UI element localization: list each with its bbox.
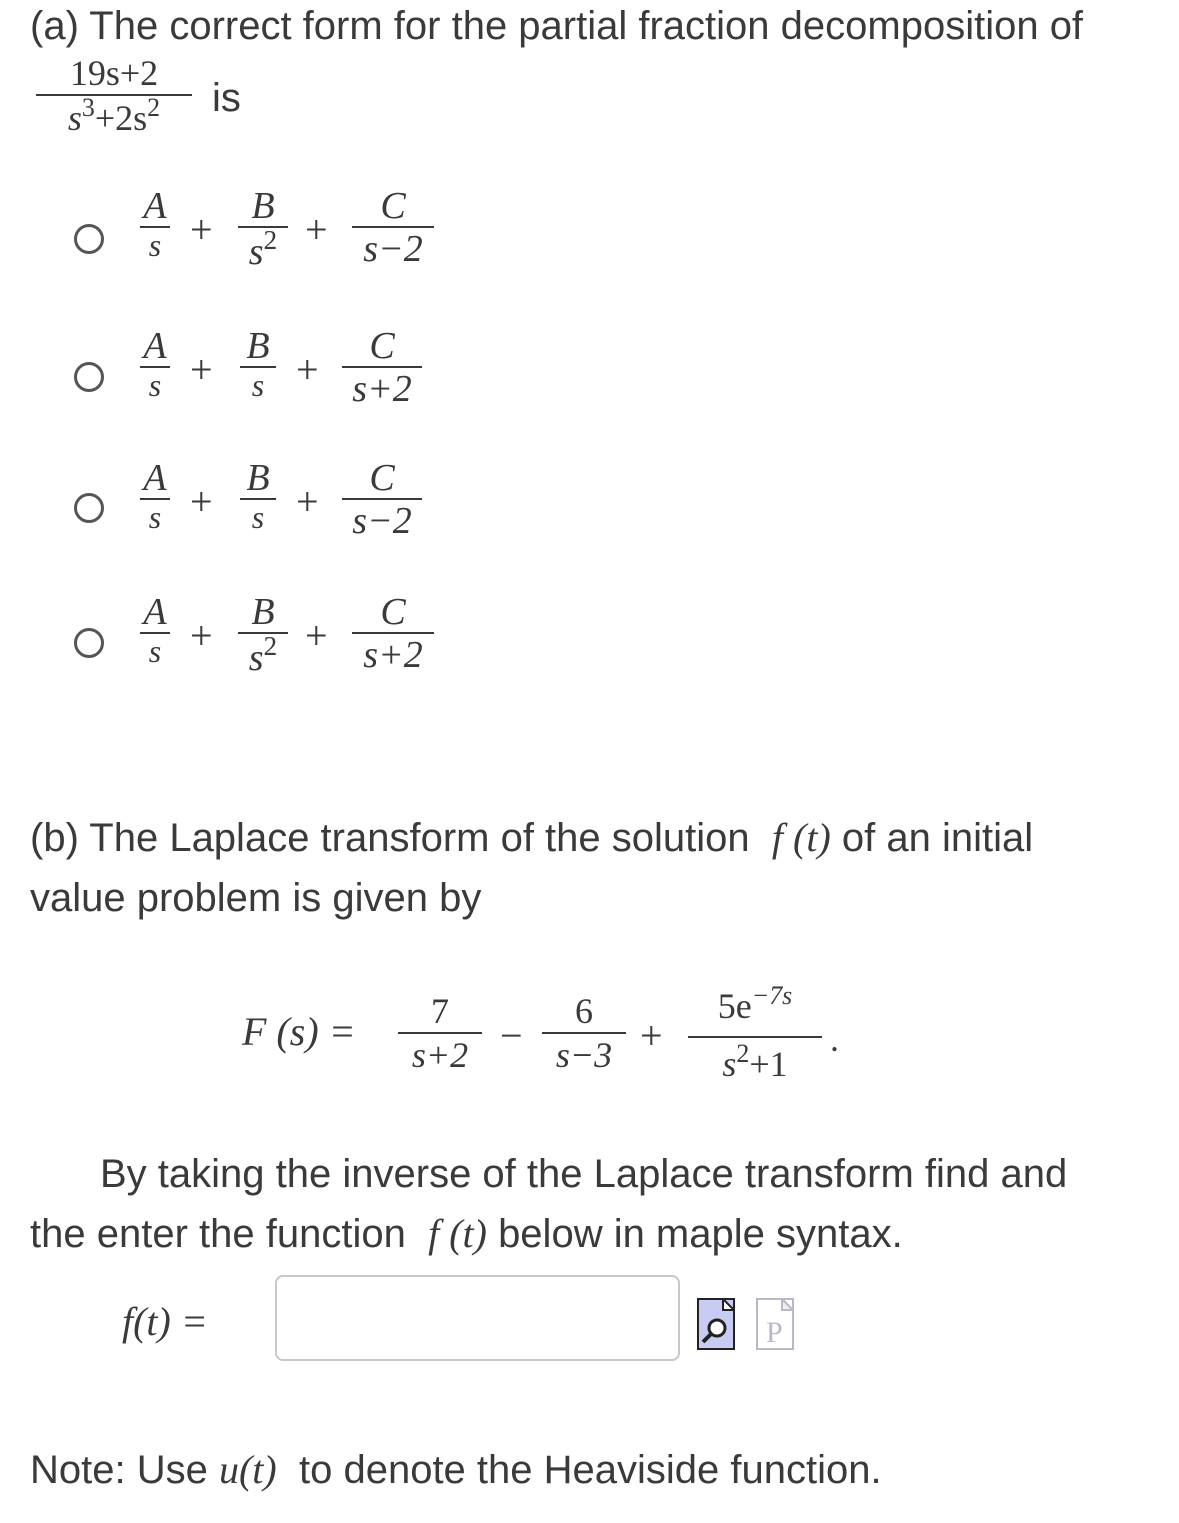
term-2: 6 s−3 bbox=[542, 990, 626, 1076]
note: Note: Use u(t) to denote the Heaviside function. bbox=[30, 1447, 882, 1492]
option-2-term-a: A s bbox=[140, 326, 170, 402]
paste-icon[interactable] bbox=[756, 1298, 794, 1350]
term-1: 7 s+2 bbox=[398, 990, 482, 1076]
answer-input[interactable] bbox=[275, 1275, 680, 1361]
option-4-term-c: C s+2 bbox=[352, 592, 434, 676]
option-2-radio[interactable] bbox=[74, 362, 104, 392]
option-4-plus-1: + bbox=[190, 613, 213, 658]
option-4-radio[interactable] bbox=[74, 628, 104, 658]
option-2-plus-1: + bbox=[190, 347, 213, 392]
option-3-term-b: B s bbox=[240, 458, 276, 534]
option-1-plus-2: + bbox=[305, 207, 328, 252]
plus-sign: + bbox=[640, 1013, 663, 1058]
given-fraction-denominator: $s^3+2s^2$ bbox=[67, 92, 161, 138]
given-fraction bbox=[36, 52, 192, 144]
part-a-prompt: (a) The correct form for the partial fraction decomposition of bbox=[30, 4, 1084, 48]
minus-sign: − bbox=[500, 1013, 523, 1058]
option-1-plus-1: + bbox=[190, 207, 213, 252]
option-2-term-c: C s+2 bbox=[342, 326, 422, 410]
option-1-term-c: C s−2 bbox=[352, 186, 434, 270]
option-1-term-b: B $s^2$ bbox=[238, 186, 288, 279]
preview-icon[interactable] bbox=[697, 1298, 735, 1350]
option-2-plus-2: + bbox=[296, 347, 319, 392]
option-3-plus-1: + bbox=[190, 479, 213, 524]
F-label: F (s) = bbox=[242, 1009, 356, 1054]
option-4-term-a: A s bbox=[140, 592, 170, 668]
term-3: $5e^{-7s}$ $s^2+1$ bbox=[688, 980, 822, 1094]
instruction-line-2: the enter the function f (t) below in maple syntax. bbox=[30, 1211, 903, 1256]
period: . bbox=[830, 1019, 839, 1059]
option-3-plus-2: + bbox=[296, 479, 319, 524]
option-3-term-c: C s−2 bbox=[342, 458, 422, 542]
ft-symbol: f (t) bbox=[771, 815, 831, 860]
option-3-radio[interactable] bbox=[74, 493, 104, 523]
part-b-line-1: (b) The Laplace transform of the solution f (t) of an initial bbox=[30, 815, 1034, 860]
option-3-term-a: A s bbox=[140, 458, 170, 534]
part-b-line-2: value problem is given by bbox=[30, 876, 482, 920]
given-fraction-numerator: 19s+2 bbox=[69, 53, 159, 93]
option-1-term-a: A s bbox=[140, 186, 170, 262]
instruction-line-1: By taking the inverse of the Laplace transform find and bbox=[100, 1152, 1068, 1196]
option-4-term-b: B $s^2$ bbox=[238, 592, 288, 685]
answer-label: f(t) = bbox=[122, 1299, 208, 1344]
is-label: is bbox=[212, 76, 241, 120]
option-1-radio[interactable] bbox=[74, 224, 104, 254]
ft-symbol-2: f (t) bbox=[428, 1211, 487, 1256]
heaviside-symbol: u(t) bbox=[218, 1447, 277, 1492]
option-2-term-b: B s bbox=[240, 326, 276, 402]
svg-text:P: P bbox=[766, 1316, 783, 1349]
option-4-plus-2: + bbox=[305, 613, 328, 658]
